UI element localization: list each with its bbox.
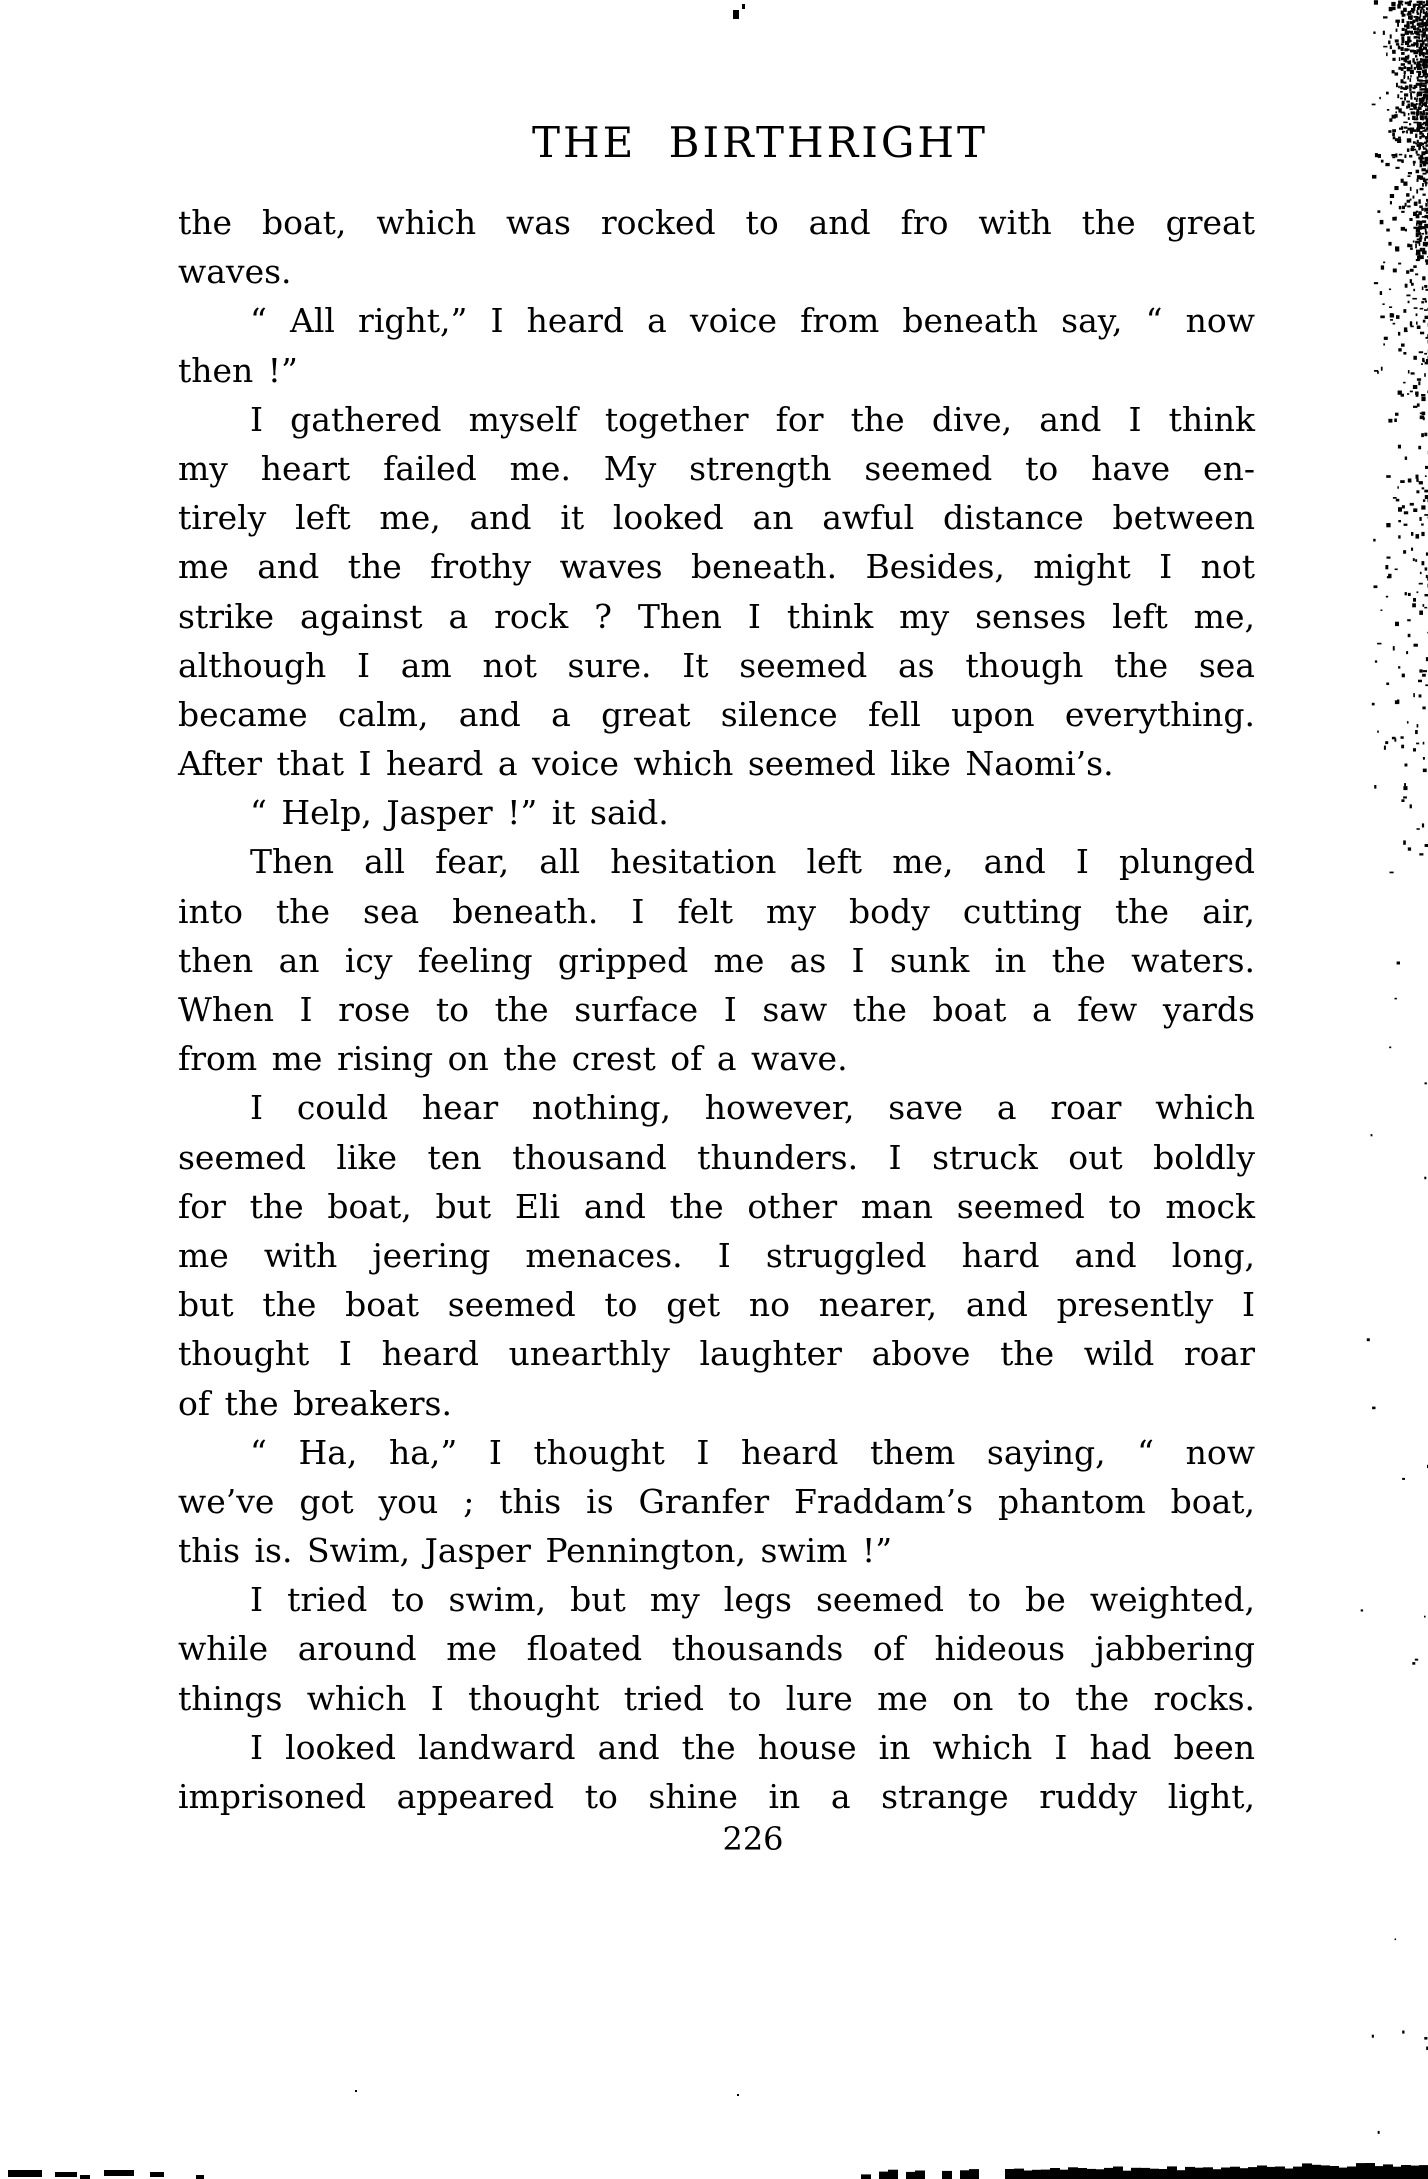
text-line: After that I heard a voice which seemed like Naomi’s. — [178, 744, 1114, 784]
text-line: thought I heard unearthly laughter above the wild roar — [178, 1334, 1255, 1374]
text-line: seemed like ten thousand thunders. I struck out boldly — [178, 1137, 1255, 1177]
text-line: Then all fear, all hesitation left me, and I plunged — [250, 842, 1255, 882]
text-line: while around me floated thousands of hideous jabbering — [178, 1629, 1255, 1669]
text-line: strike against a rock ? Then I think my senses left me, — [178, 596, 1255, 636]
text-line: me with jeering menaces. I struggled hard and long, — [178, 1235, 1255, 1275]
text-block — [178, 198, 1255, 1821]
text-line: but the boat seemed to get no nearer, and presently I — [178, 1285, 1255, 1325]
text-line: of the breakers. — [178, 1383, 452, 1423]
text-line: tirely left me, and it looked an awful distance between — [178, 498, 1255, 538]
text-line: “ Help, Jasper !” it said. — [250, 793, 669, 833]
text-line: we’ve got you ; this is Granfer Fraddam’s phantom boat, — [178, 1481, 1255, 1521]
text-line: then !” — [178, 350, 298, 390]
text-line: I could hear nothing, however, save a roar which — [250, 1088, 1255, 1128]
text-line: into the sea beneath. I felt my body cutting the air, — [178, 891, 1255, 931]
text-line: I gathered myself together for the dive, and I think — [250, 399, 1255, 439]
text-line: “ Ha, ha,” I thought I heard them saying, “ now — [250, 1432, 1255, 1472]
running-head: THE BIRTHRIGHT — [531, 118, 989, 167]
text-line: this is. Swim, Jasper Pennington, swim !” — [178, 1531, 893, 1571]
text-line: imprisoned appeared to shine in a strange ruddy light, — [178, 1777, 1255, 1816]
text-line: things which I thought tried to lure me on to the rocks. — [178, 1678, 1255, 1718]
text-line: from me rising on the crest of a wave. — [178, 1039, 848, 1079]
text-line: I tried to swim, but my legs seemed to be weighted, — [250, 1580, 1255, 1620]
page-number: 226 — [722, 1820, 784, 1858]
text-line: became calm, and a great silence fell upon everything. — [178, 694, 1255, 734]
text-line: for the boat, but Eli and the other man seemed to mock — [178, 1186, 1255, 1226]
text-line: the boat, which was rocked to and fro with the great — [178, 203, 1255, 242]
text-line: then an icy feeling gripped me as I sunk in the waters. — [178, 940, 1255, 980]
text-line: my heart failed me. My strength seemed to have en- — [178, 448, 1255, 488]
text-line: waves. — [178, 252, 292, 292]
text-line: I looked landward and the house in which I had been — [250, 1727, 1255, 1767]
text-line: although I am not sure. It seemed as though the sea — [178, 645, 1255, 685]
text-line: When I rose to the surface I saw the boat a few yards — [178, 990, 1255, 1029]
text-line: me and the frothy waves beneath. Besides, might I not — [178, 547, 1255, 587]
text-line: “ All right,” I heard a voice from beneath say, “ now — [250, 301, 1255, 341]
